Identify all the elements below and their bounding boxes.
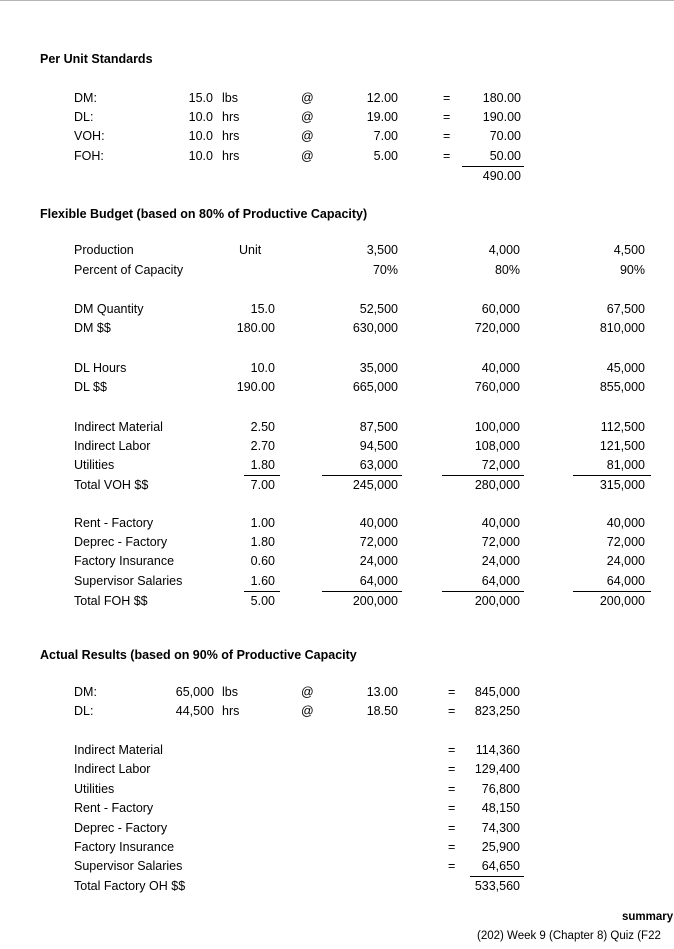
budget-value: 63,000 [359, 458, 398, 472]
oh-value: 114,360 [475, 743, 520, 757]
budget-value: 630,000 [352, 321, 398, 335]
actual-label: DL: [74, 704, 94, 718]
per-unit-price: 7.00 [373, 129, 398, 143]
budget-value: 760,000 [474, 380, 520, 394]
per-unit-unit: hrs [222, 110, 240, 124]
sum-underline [442, 591, 524, 592]
budget-value: 64,000 [359, 574, 398, 588]
actual-unit: lbs [222, 685, 238, 699]
budget-value: 40,000 [481, 361, 520, 375]
at-sign: @ [301, 91, 314, 105]
budget-value: 121,500 [599, 439, 645, 453]
unit-value: 15.0 [250, 302, 275, 316]
sheet-tab-summary[interactable]: summary [622, 911, 674, 923]
equals-sign: = [448, 782, 456, 796]
per-unit-grand-total: 490.00 [482, 169, 521, 183]
unit-value: 190.00 [236, 380, 275, 394]
equals-sign: = [443, 149, 451, 163]
actual-price: 18.50 [366, 704, 398, 718]
percent-value: 90% [619, 263, 645, 277]
budget-value: 108,000 [474, 439, 520, 453]
budget-value: 40,000 [606, 516, 645, 530]
budget-value: 72,000 [481, 535, 520, 549]
production-label: Production [74, 243, 134, 257]
row-label: DL Hours [74, 361, 127, 375]
row-label: Indirect Material [74, 420, 163, 434]
at-sign: @ [301, 129, 314, 143]
unit-header: Unit [239, 243, 262, 257]
oh-label: Deprec - Factory [74, 821, 168, 835]
sum-underline [442, 475, 524, 476]
budget-value: 94,500 [359, 439, 398, 453]
row-label: Rent - Factory [74, 516, 154, 530]
oh-value: 64,650 [481, 859, 520, 873]
percent-label: Percent of Capacity [74, 263, 184, 277]
equals-sign: = [443, 129, 451, 143]
sum-underline [470, 876, 524, 877]
budget-value: 72,000 [481, 458, 520, 472]
budget-value: 87,500 [359, 420, 398, 434]
row-label: Indirect Labor [74, 439, 151, 453]
per-unit-total: 180.00 [482, 91, 521, 105]
at-sign: @ [301, 685, 314, 699]
oh-label: Indirect Labor [74, 762, 151, 776]
per-unit-qty: 10.0 [188, 110, 213, 124]
unit-value: 2.50 [250, 420, 275, 434]
budget-value: 40,000 [359, 516, 398, 530]
row-label: Total FOH $$ [74, 594, 148, 608]
oh-label: Supervisor Salaries [74, 859, 183, 873]
per-unit-label: DL: [74, 110, 94, 124]
unit-value: 1.00 [250, 516, 275, 530]
sum-underline [573, 591, 651, 592]
budget-value: 24,000 [359, 554, 398, 568]
budget-value: 67,500 [606, 302, 645, 316]
budget-value: 72,000 [606, 535, 645, 549]
row-label: Utilities [74, 458, 115, 472]
budget-value: 810,000 [599, 321, 645, 335]
oh-label: Rent - Factory [74, 801, 154, 815]
row-label: Deprec - Factory [74, 535, 168, 549]
budget-value: 665,000 [352, 380, 398, 394]
production-value: 4,000 [488, 243, 520, 257]
sum-underline [462, 166, 524, 167]
at-sign: @ [301, 704, 314, 718]
budget-value: 112,500 [600, 420, 645, 434]
per-unit-label: FOH: [74, 149, 104, 163]
sum-underline [573, 475, 651, 476]
budget-value: 64,000 [481, 574, 520, 588]
budget-value: 720,000 [474, 321, 520, 335]
budget-value: 855,000 [599, 380, 645, 394]
actual-unit: hrs [222, 704, 240, 718]
budget-value: 200,000 [599, 594, 645, 608]
row-label: DL $$ [74, 380, 107, 394]
oh-total-label: Total Factory OH $$ [74, 879, 186, 893]
footer-caption: (202) Week 9 (Chapter 8) Quiz (F22 [477, 930, 661, 942]
sum-underline [322, 591, 402, 592]
oh-total-value: 533,560 [474, 879, 520, 893]
equals-sign: = [443, 110, 451, 124]
percent-value: 70% [372, 263, 398, 277]
oh-label: Utilities [74, 782, 115, 796]
row-label: DM $$ [74, 321, 111, 335]
unit-value: 2.70 [250, 439, 275, 453]
per-unit-qty: 10.0 [188, 129, 213, 143]
row-label: Factory Insurance [74, 554, 175, 568]
top-border [0, 0, 674, 1]
equals-sign: = [448, 801, 456, 815]
row-label: Supervisor Salaries [74, 574, 183, 588]
budget-value: 40,000 [481, 516, 520, 530]
budget-value: 52,500 [359, 302, 398, 316]
unit-value: 7.00 [250, 478, 275, 492]
per-unit-qty: 15.0 [188, 91, 213, 105]
unit-value: 1.80 [250, 535, 275, 549]
per-unit-unit: hrs [222, 149, 240, 163]
oh-value: 25,900 [481, 840, 520, 854]
actual-price: 13.00 [366, 685, 398, 699]
budget-value: 24,000 [606, 554, 645, 568]
per-unit-total: 50.00 [489, 149, 521, 163]
budget-value: 245,000 [352, 478, 398, 492]
budget-value: 280,000 [474, 478, 520, 492]
budget-value: 24,000 [481, 554, 520, 568]
per-unit-unit: hrs [222, 129, 240, 143]
row-label: Total VOH $$ [74, 478, 149, 492]
sum-underline [244, 475, 280, 476]
per-unit-title: Per Unit Standards [40, 52, 153, 66]
per-unit-price: 12.00 [366, 91, 398, 105]
per-unit-total: 70.00 [489, 129, 521, 143]
oh-value: 129,400 [474, 762, 520, 776]
budget-value: 81,000 [606, 458, 645, 472]
budget-value: 60,000 [481, 302, 520, 316]
per-unit-qty: 10.0 [188, 149, 213, 163]
production-value: 4,500 [613, 243, 645, 257]
unit-value: 5.00 [250, 594, 275, 608]
equals-sign: = [443, 91, 451, 105]
unit-value: 1.80 [250, 458, 275, 472]
actual-results-title: Actual Results (based on 90% of Productive Capacity [40, 648, 357, 662]
unit-value: 10.0 [250, 361, 275, 375]
oh-value: 48,150 [481, 801, 520, 815]
budget-value: 100,000 [474, 420, 520, 434]
actual-label: DM: [74, 685, 97, 699]
equals-sign: = [448, 685, 456, 699]
flex-budget-title: Flexible Budget (based on 80% of Productive Capacity) [40, 207, 368, 221]
row-label: DM Quantity [74, 302, 144, 316]
at-sign: @ [301, 110, 314, 124]
budget-value: 200,000 [474, 594, 520, 608]
budget-value: 35,000 [359, 361, 398, 375]
production-value: 3,500 [366, 243, 398, 257]
budget-value: 72,000 [359, 535, 398, 549]
oh-label: Factory Insurance [74, 840, 175, 854]
unit-value: 0.60 [250, 554, 275, 568]
budget-value: 315,000 [599, 478, 645, 492]
actual-qty: 65,000 [175, 685, 214, 699]
percent-value: 80% [494, 263, 520, 277]
oh-value: 74,300 [481, 821, 520, 835]
equals-sign: = [448, 821, 456, 835]
unit-value: 1.60 [250, 574, 275, 588]
equals-sign: = [448, 859, 456, 873]
equals-sign: = [448, 762, 456, 776]
equals-sign: = [448, 743, 456, 757]
per-unit-price: 19.00 [366, 110, 398, 124]
budget-value: 200,000 [352, 594, 398, 608]
equals-sign: = [448, 840, 456, 854]
oh-label: Indirect Material [74, 743, 163, 757]
per-unit-label: VOH: [74, 129, 105, 143]
budget-value: 45,000 [606, 361, 645, 375]
sum-underline [244, 591, 280, 592]
per-unit-price: 5.00 [373, 149, 398, 163]
unit-value: 180.00 [236, 321, 275, 335]
per-unit-total: 190.00 [482, 110, 521, 124]
actual-qty: 44,500 [175, 704, 214, 718]
sum-underline [322, 475, 402, 476]
per-unit-label: DM: [74, 91, 97, 105]
per-unit-unit: lbs [222, 91, 238, 105]
budget-value: 64,000 [606, 574, 645, 588]
actual-total: 845,000 [474, 685, 520, 699]
at-sign: @ [301, 149, 314, 163]
oh-value: 76,800 [481, 782, 520, 796]
actual-total: 823,250 [474, 704, 520, 718]
equals-sign: = [448, 704, 456, 718]
